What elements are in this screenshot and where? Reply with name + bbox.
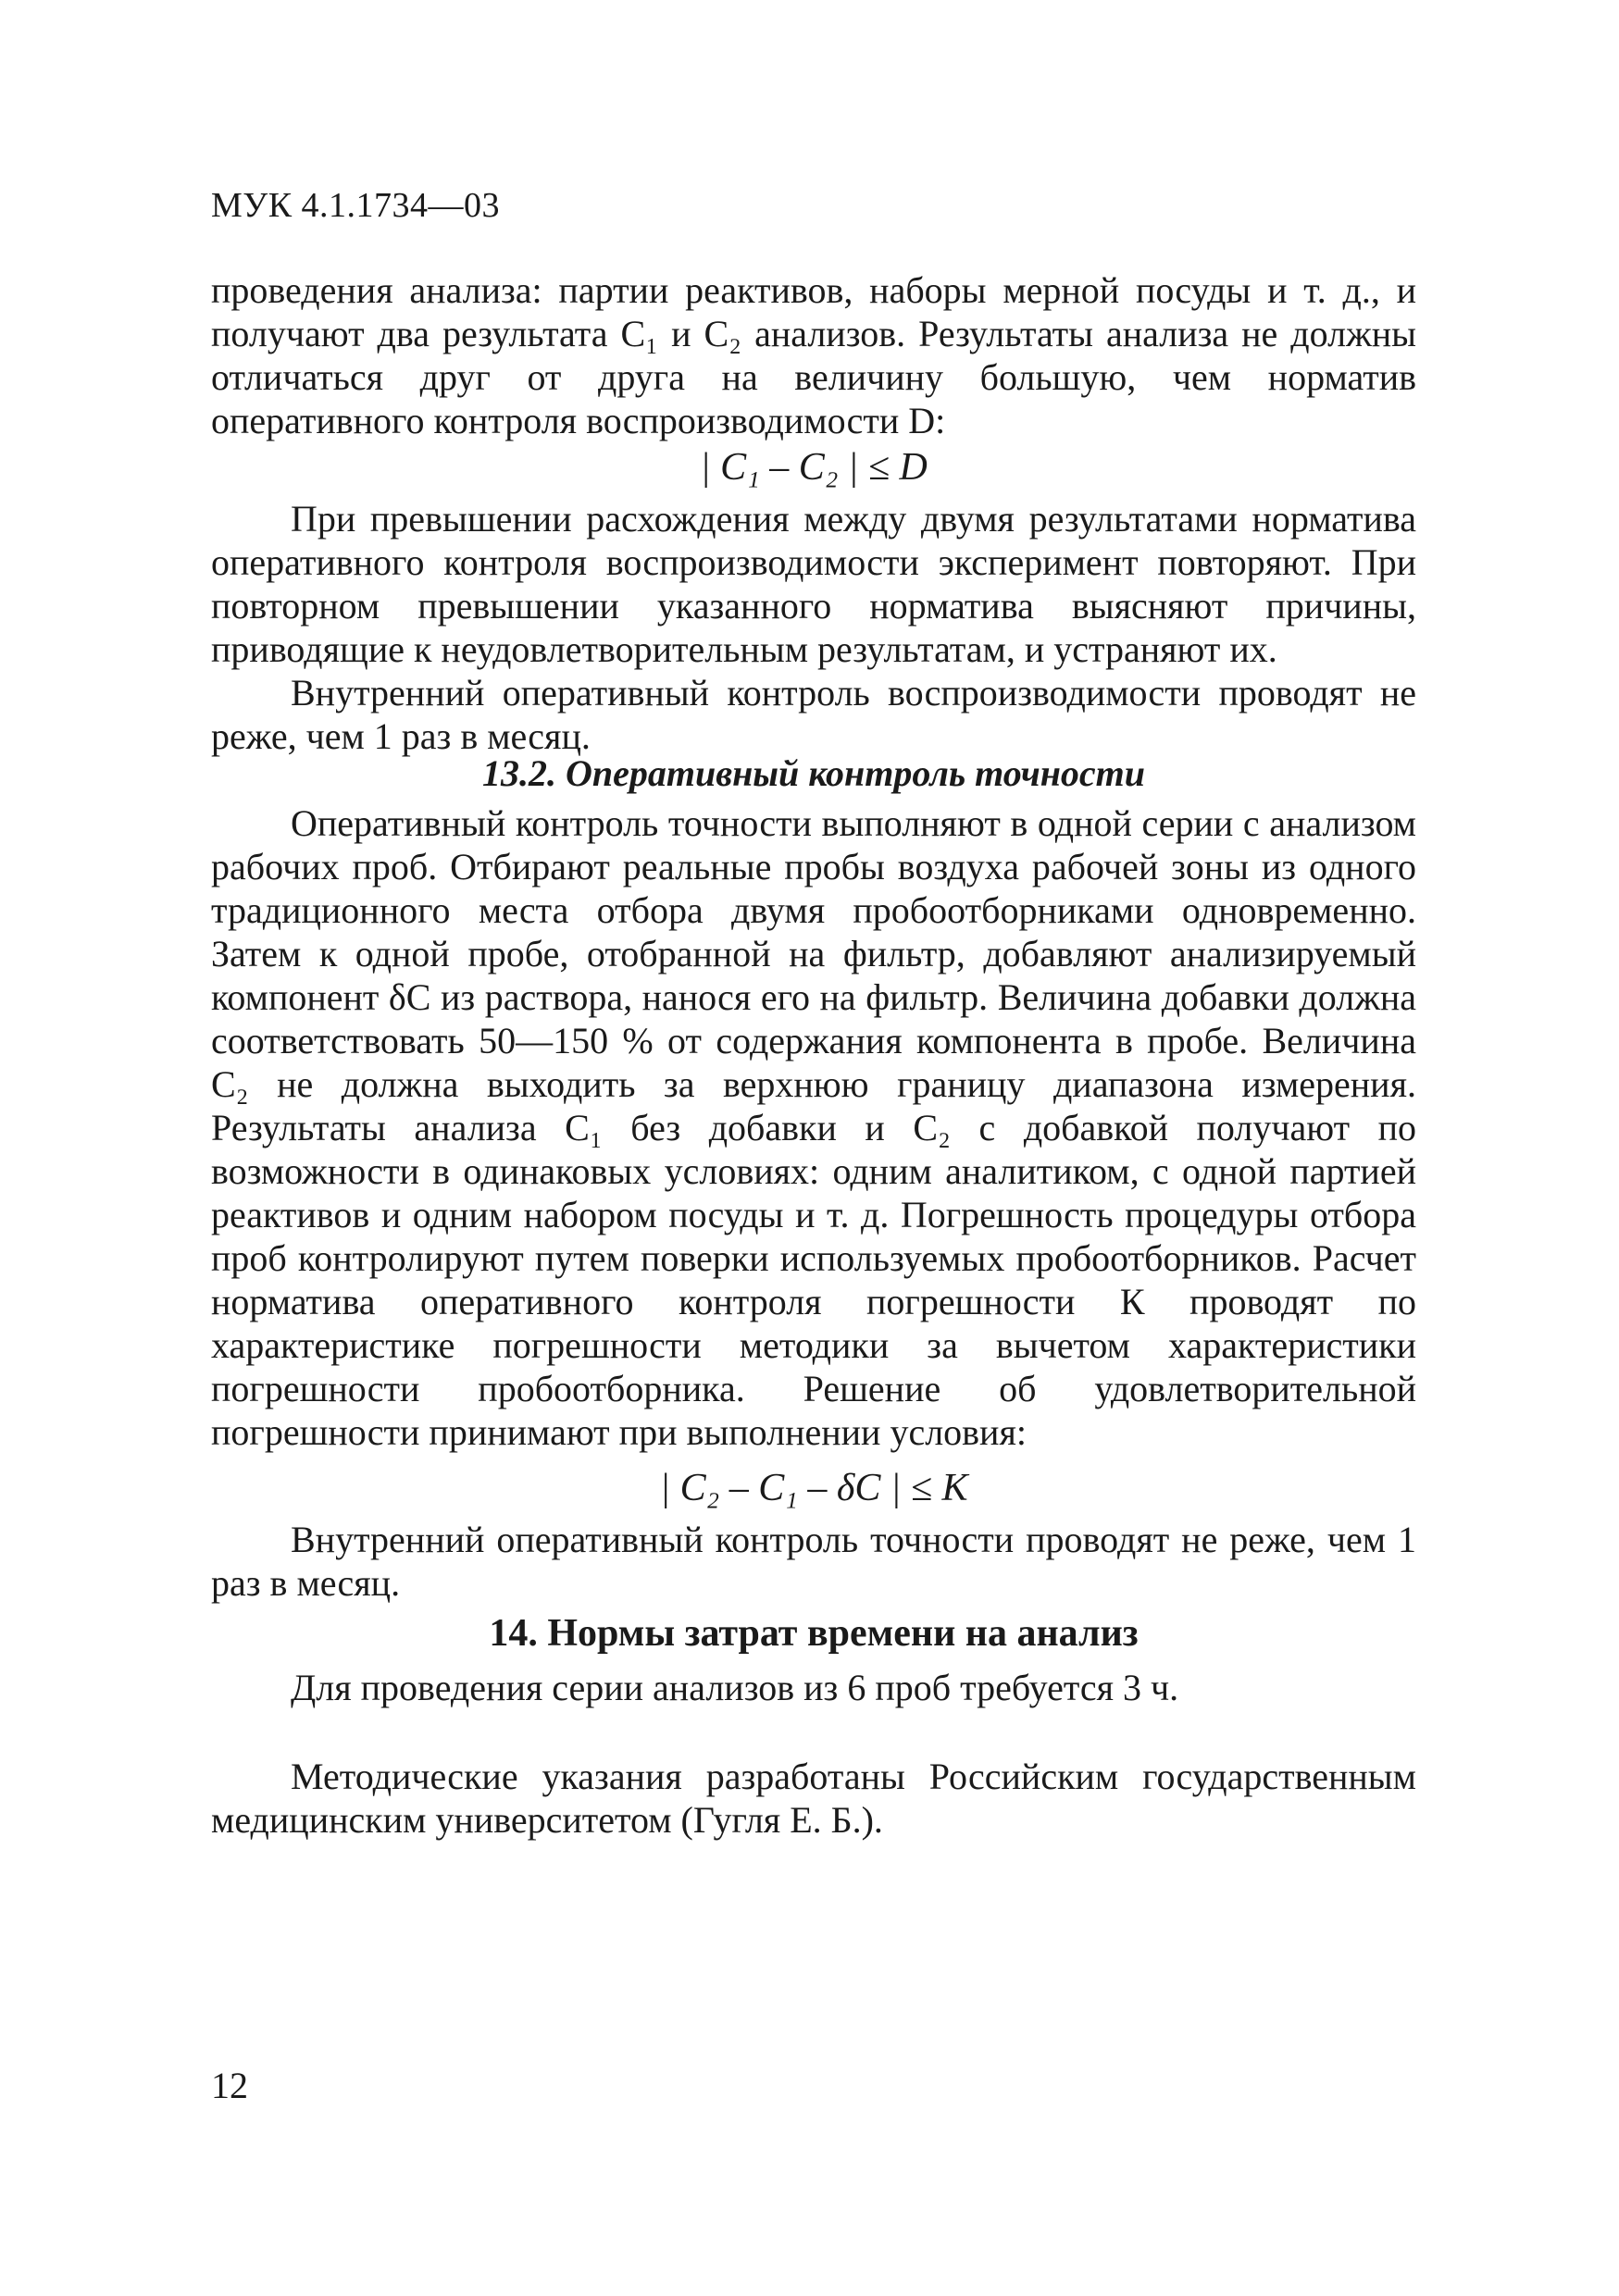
text-block-time: [211, 1666, 1416, 1709]
formula-reproducibility: | C₁ – C₂ | ≤ D: [700, 446, 928, 489]
text-block-reproducibility: [211, 497, 1416, 758]
paragraph-exceedance: При превышении расхождения между двумя результатами норматива оперативного контроля воспроизводимости эксперимент повторяют. При повторном превышении указанного норматива выясняют причины, приводящие к неудовлетворительным результатам, и устраняют их.: [211, 498, 1416, 670]
text-block-continued: [211, 268, 1416, 442]
paragraph-time-norm: Для проведения серии анализов из 6 проб требуется 3 ч.: [291, 1667, 1179, 1708]
text-block-accuracy: [211, 801, 1416, 1454]
text-block-authors: [211, 1755, 1416, 1842]
paragraph-frequency: Внутренний оперативный контроль воспроизводимости проводят не реже, чем 1 раз в месяц.: [211, 672, 1416, 757]
paragraph-authors: Методические указания разработаны Российским государственным медицинским университетом (Гугля Е. Б.).: [211, 1756, 1416, 1841]
paragraph-continued: проведения анализа: партии реактивов, наборы мерной посуды и т. д., и получают два результата C₁ и C₂ анализов. Результаты анализа не должны отличаться друг от друга на величину большую, чем норматив оперативного контроля воспроизводимости D:: [211, 269, 1416, 441]
paragraph-accuracy-control: Оперативный контроль точности выполняют в одной серии с анализом рабочих проб. Отбирают реальные пробы воздуха рабочей зоны из одного традиционного места отбора двумя пробоотборниками одновременно. Затем к одной пробе, отобранной на фильтр, добавляют анализируемый компонент δC из раствора, нанося его на фильтр. Величина добавки должна соответствовать 50—150 % от содержания компонента в пробе. Величина C₂ не должна выходить за верхнюю границу диапазона измерения. Результаты анализа C₁ без добавки и C₂ с добавкой получают по возможности в одинаковых условиях: одним аналитиком, с одной партией реактивов и одним набором посуды и т. д. Погрешность процедуры отбора проб контролируют путем поверки используемых пробоотборников. Расчет норматива оперативного контроля погрешности К проводят по характеристике погрешности методики за вычетом характеристики погрешности пробоотборника. Решение об удовлетворительной погрешности принимают при выполнении условия:: [211, 802, 1416, 1453]
running-header: МУК 4.1.1734—03: [211, 186, 501, 225]
page-number: 12: [211, 2065, 248, 2106]
text-block-accuracy-frequency: [211, 1518, 1416, 1605]
paragraph-accuracy-frequency: Внутренний оперативный контроль точности проводят не реже, чем 1 раз в месяц.: [211, 1519, 1416, 1604]
subsection-title-13-2: 13.2. Оперативный контроль точности: [481, 752, 1146, 794]
formula-accuracy: | C₂ – C₁ – δC | ≤ К: [659, 1467, 968, 1509]
section-title-14: 14. Нормы затрат времени на анализ: [489, 1612, 1139, 1655]
